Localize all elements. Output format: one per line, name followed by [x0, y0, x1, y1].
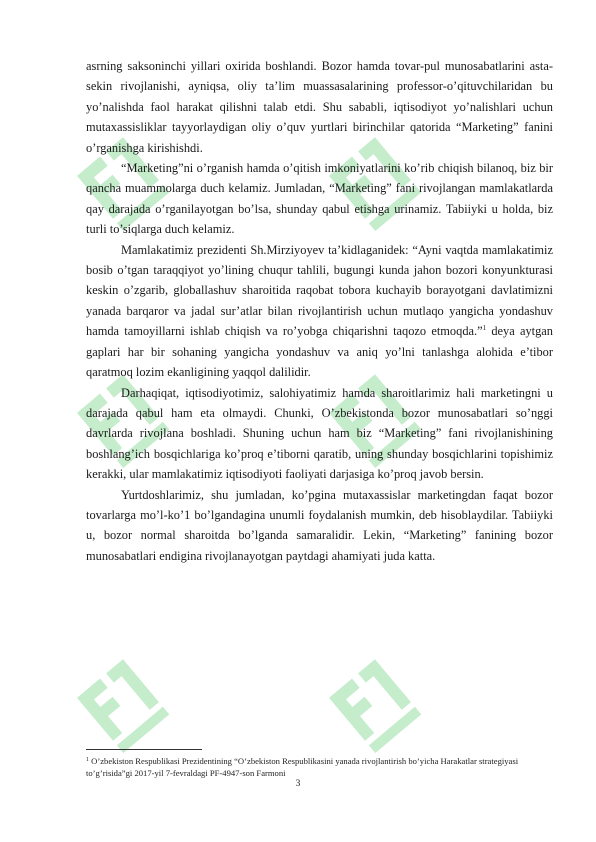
quote-text: Mamlakatimiz prezidenti Sh.Mirziyoyev ta’kidlaganidek: “Ayni vaqtda mamlakatimiz bosib o’tgan taraqqiyot yo’lining chuqur tahlili, bugungi kunda jahon bozori konyunkturasi keskin o’zgarib, globallashuv sharoitida raqobat tobora kuchayib borayotgani davlatimizni yanada barqaror va jadal sur’atlar bilan rivojlantirish uchun mutlaqo yangicha yondashuv hamda tamoyillarni ishlab chiqish va ro’yobga chiqarishni taqozo etmoqda.”: [86, 242, 553, 339]
watermark-logo-mark: [77, 659, 169, 753]
footnote-reference[interactable]: 1: [482, 324, 487, 333]
paragraph-2: “Marketing”ni o’rganish hamda o’qitish imkoniyatlarini ko’rib chiqish bilanoq, biz bir qancha muammolarga duch kelamiz. Jumladan, “Marketing” fani rivojlangan mamlakatlarda qay darajada o’rganilayotgan bo’lsa, shunday qabul etishga urinamiz. Tabiiyki u holda, biz turli to’siqlarga duch kelamiz.: [86, 161, 553, 237]
quote-continuation: deya aytgan gaplari har bir sohaning yangicha yondashuv va aniq yo’lni tanlashga alohida e’tibor qaratmoq lozim ekanligining yaqqol dalilidir.: [86, 324, 553, 380]
paragraph-4: Darhaqiqat, iqtisodiyotimiz, salohiyatimiz hamda sharoitlarimiz hali marketingni u darajada qabul ham eta olmaydi. Chunki, O’zbekistonda bozor munosabatlari so’nggi davrlarda rivojlana boshladi. Shuning uchun ham biz “Marketing” fani rivojlanishining boshlang’ich bosqichlariga ko’proq e’tiborni qaratib, uning shunday bosqichlarini topishimiz kerakki, ular mamlakatimiz iqtisodiyoti faoliyati darjasiga ko’proq javob bersin.: [86, 385, 553, 482]
watermark-logo-mark: [329, 659, 421, 753]
footnote-text: O’zbekiston Respublikasi Prezidentining “O’zbekiston Respublikasini yanada rivojlantirish bo’yicha Harakatlar strategiyasi to’g’risida”gi 2017-yil 7-fevraldagi PF-4947-son Farmoni: [86, 756, 519, 778]
paragraph-1: asrning saksoninchi yillari oxirida boshlandi. Bozor hamda tovar-pul munosabatlarini asta-sekin rivojlanishi, ayniqsa, oliy ta’lim muassasalarining professor-o’qituvchilaridan bu yo’nalishda faol harakat qilishni talab etdi. Shu sababli, iqtisodiyot yo’nalishlari uchun mutaxassisliklar tayyorlaydigan oliy o’quv yurtlari birinchilar qatorida “Marketing” fanini o’rganishga kirishishdi.: [86, 59, 553, 155]
footnote: [86, 756, 556, 779]
paragraph-3: [86, 240, 553, 383]
footnote-marker: 1: [86, 757, 89, 763]
footnote-divider: [86, 749, 202, 750]
page-body: [86, 56, 553, 566]
paragraph-5: Yurtdoshlarimiz, shu jumladan, ko’pgina mutaxassislar marketingdan faqat bozor tovarlarga mo’l-ko’1 bo’lgandagina unumli foydalanish mumkin, deb hisoblaydilar. Tabiiyki u, bozor normal sharoitda bo’lganda samaralidir. Lekin, “Marketing” fanining bozor munosabatlari endigina rivojlanayotgan paytdagi ahamiyati juda katta.: [86, 487, 553, 563]
page-number: 3: [295, 779, 301, 789]
